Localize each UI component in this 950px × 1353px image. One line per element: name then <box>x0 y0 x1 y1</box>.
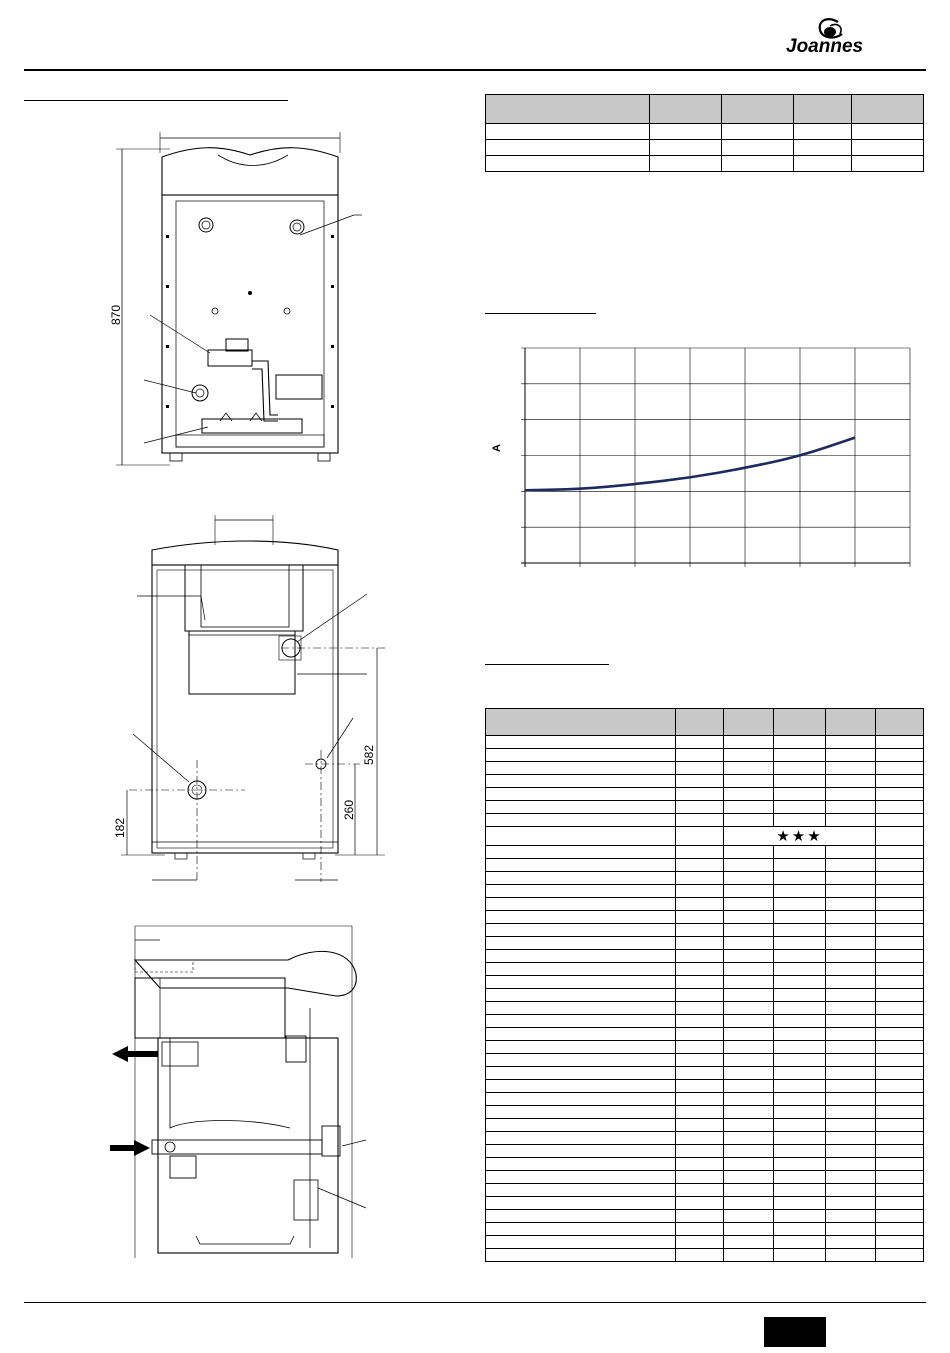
table-row <box>486 1197 924 1210</box>
table-row <box>486 1158 924 1171</box>
table2-title-underline <box>485 664 609 665</box>
dim-height-870: 870 <box>109 304 123 326</box>
table-row <box>486 1184 924 1197</box>
table-row <box>486 1028 924 1041</box>
table-row <box>486 1210 924 1223</box>
table-row <box>486 1145 924 1158</box>
table-row <box>486 1054 924 1067</box>
table-row <box>486 885 924 898</box>
table-row <box>486 1132 924 1145</box>
table-row <box>486 1171 924 1184</box>
table-top <box>485 94 924 172</box>
table-row <box>486 898 924 911</box>
table-row <box>486 1015 924 1028</box>
table-row <box>486 1080 924 1093</box>
table-row <box>486 911 924 924</box>
header-rule <box>24 69 926 71</box>
table-row <box>486 736 924 749</box>
brand-wordmark: Joannes <box>786 36 864 57</box>
table-row <box>486 989 924 1002</box>
table-row <box>486 963 924 976</box>
table-row <box>486 846 924 859</box>
chart-title-underline <box>485 313 596 314</box>
table-row <box>486 859 924 872</box>
dim-582: 582 <box>362 744 376 766</box>
table-row <box>486 801 924 814</box>
table-row <box>486 872 924 885</box>
front-view-drawing <box>100 125 370 475</box>
pressure-loss-chart <box>480 340 920 575</box>
table-row <box>486 775 924 788</box>
dim-182: 182 <box>113 817 127 839</box>
table-row <box>486 937 924 950</box>
footer-rule <box>24 1302 926 1303</box>
table-row <box>486 156 924 172</box>
table-row <box>486 827 924 846</box>
table-row <box>486 140 924 156</box>
table-row <box>486 950 924 963</box>
table-row <box>486 762 924 775</box>
page-tab <box>764 1317 826 1347</box>
star-rating-icons: ★★★ <box>776 828 823 845</box>
table-row <box>486 749 924 762</box>
table-row <box>486 1119 924 1132</box>
table-row <box>486 1002 924 1015</box>
table-row <box>486 1236 924 1249</box>
table-row <box>486 124 924 140</box>
y-axis-label: A <box>491 444 503 452</box>
table-row <box>486 1041 924 1054</box>
table-row <box>486 1067 924 1080</box>
table-row <box>486 788 924 801</box>
table-row <box>486 814 924 827</box>
side-view-drawing <box>100 918 390 1263</box>
table-row <box>486 1093 924 1106</box>
table-row <box>486 976 924 989</box>
dim-260: 260 <box>342 799 356 821</box>
table-row <box>486 924 924 937</box>
section-title-underline <box>24 100 288 101</box>
table-row <box>486 1223 924 1236</box>
table-specs <box>485 708 924 1262</box>
table-row <box>486 1249 924 1262</box>
brand-logo <box>780 12 925 57</box>
chart-grid <box>521 348 910 567</box>
top-view-drawing <box>105 510 400 890</box>
table-row <box>486 1106 924 1119</box>
